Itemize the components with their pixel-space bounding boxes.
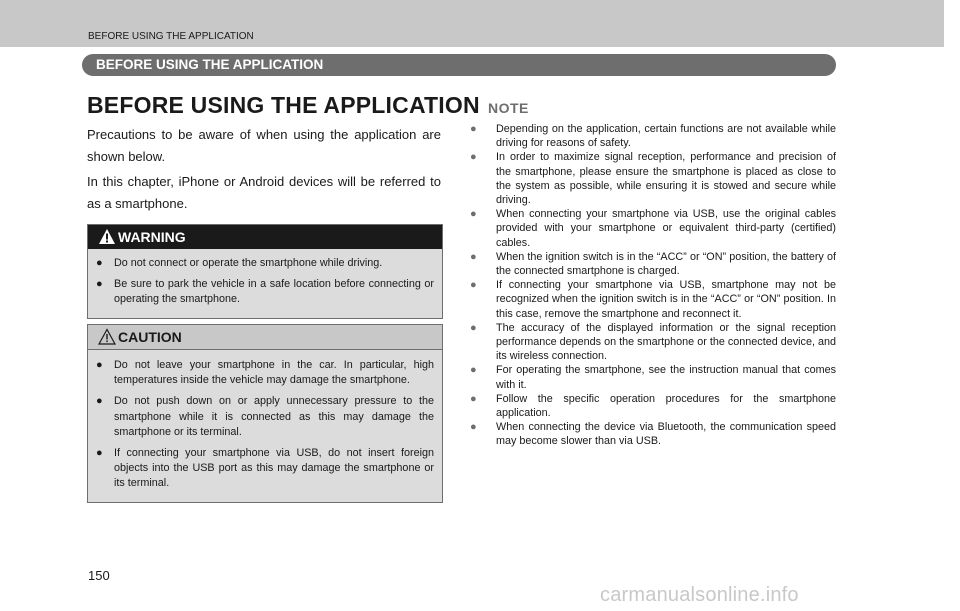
- watermark: carmanualsonline.info: [600, 584, 799, 606]
- list-item: ● Follow the specific operation procedures for the smartphone application.: [470, 392, 836, 420]
- caution-title: CAUTION: [118, 329, 182, 345]
- list-item: ● For operating the smartphone, see the instruction manual that comes with it.: [470, 364, 836, 391]
- running-header-title: BEFORE USING THE APPLICATION: [88, 31, 254, 42]
- caution-header: [88, 325, 442, 350]
- intro-paragraph-2: In this chapter, iPhone or Android devices will be referred to as a smartphone.: [87, 174, 441, 211]
- bullet-icon: ●: [470, 151, 477, 164]
- list-item: ● Be sure to park the vehicle in a safe location before connecting or operating the smartphone.: [96, 278, 434, 306]
- bullet-icon: ●: [470, 321, 477, 334]
- caution-list: [88, 350, 442, 502]
- bullet-icon: ●: [96, 359, 103, 371]
- bullet-icon: ●: [470, 421, 477, 434]
- warning-list: [88, 249, 442, 318]
- bullet-icon: ●: [470, 208, 477, 221]
- warning-icon: [98, 228, 116, 245]
- caution-box: [87, 324, 443, 503]
- list-item: ● Do not connect or operate the smartphone while driving.: [96, 256, 434, 271]
- bullet-icon: ●: [470, 392, 477, 405]
- page-number: 150: [88, 568, 110, 583]
- bullet-icon: ●: [470, 364, 477, 377]
- note-title: NOTE: [488, 100, 529, 116]
- intro-paragraph-1: Precautions to be aware of when using the application are shown below.: [87, 127, 441, 164]
- running-header-bar: [0, 0, 944, 47]
- list-item: ● If connecting your smartphone via USB, do not insert foreign objects into the USB port as this may damage the smartphone or its terminal.: [96, 447, 434, 490]
- caution-icon: [98, 328, 116, 345]
- warning-title: WARNING: [118, 229, 186, 245]
- bullet-icon: ●: [470, 250, 477, 263]
- list-item: ● Depending on the application, certain functions are not available while driving for reasons of safety.: [470, 123, 836, 150]
- section-title-bar: [82, 54, 836, 76]
- list-item: ● When connecting your smartphone via USB, use the original cables provided with your smartphone or equivalent third-party (certified) cables.: [470, 208, 836, 249]
- bullet-icon: ●: [96, 257, 103, 269]
- bullet-icon: ●: [96, 278, 103, 291]
- list-item: ● Do not leave your smartphone in the car. In particular, high temperatures inside the vehicle may damage the smartphone.: [96, 359, 434, 387]
- warning-box: [87, 224, 443, 319]
- list-item: ● When the ignition switch is in the “ACC” or “ON” position, the battery of the connected smartphone is charged.: [470, 250, 836, 278]
- list-item: ● If connecting your smartphone via USB, smartphone may not be recognized when the ignition switch is in the “ACC” or “ON” position. In this case, remove the smartphone and reconnect it.: [470, 279, 836, 320]
- page-title: BEFORE USING THE APPLICATION: [87, 92, 480, 118]
- section-title: BEFORE USING THE APPLICATION: [96, 57, 324, 72]
- warning-header: [88, 225, 442, 249]
- bullet-icon: ●: [470, 279, 477, 292]
- list-item: ● The accuracy of the displayed information or the signal reception performance depends on the smartphone or the connected device, and its wireless connection.: [470, 321, 836, 363]
- bullet-icon: ●: [470, 123, 477, 135]
- list-item: ● When connecting the device via Bluetooth, the communication speed may become slower than via USB.: [470, 421, 836, 448]
- note-list: [470, 122, 836, 449]
- list-item: ● Do not push down on or apply unnecessary pressure to the smartphone while it is connected as this may damage the smartphone or its terminal.: [96, 395, 434, 438]
- bullet-icon: ●: [96, 447, 103, 460]
- list-item: ● In order to maximize signal reception, performance and precision of the smartphone, please ensure the smartphone is placed as close to the system as possible, while ensuring it is stowed and secure while driving.: [470, 151, 836, 207]
- bullet-icon: ●: [96, 395, 103, 408]
